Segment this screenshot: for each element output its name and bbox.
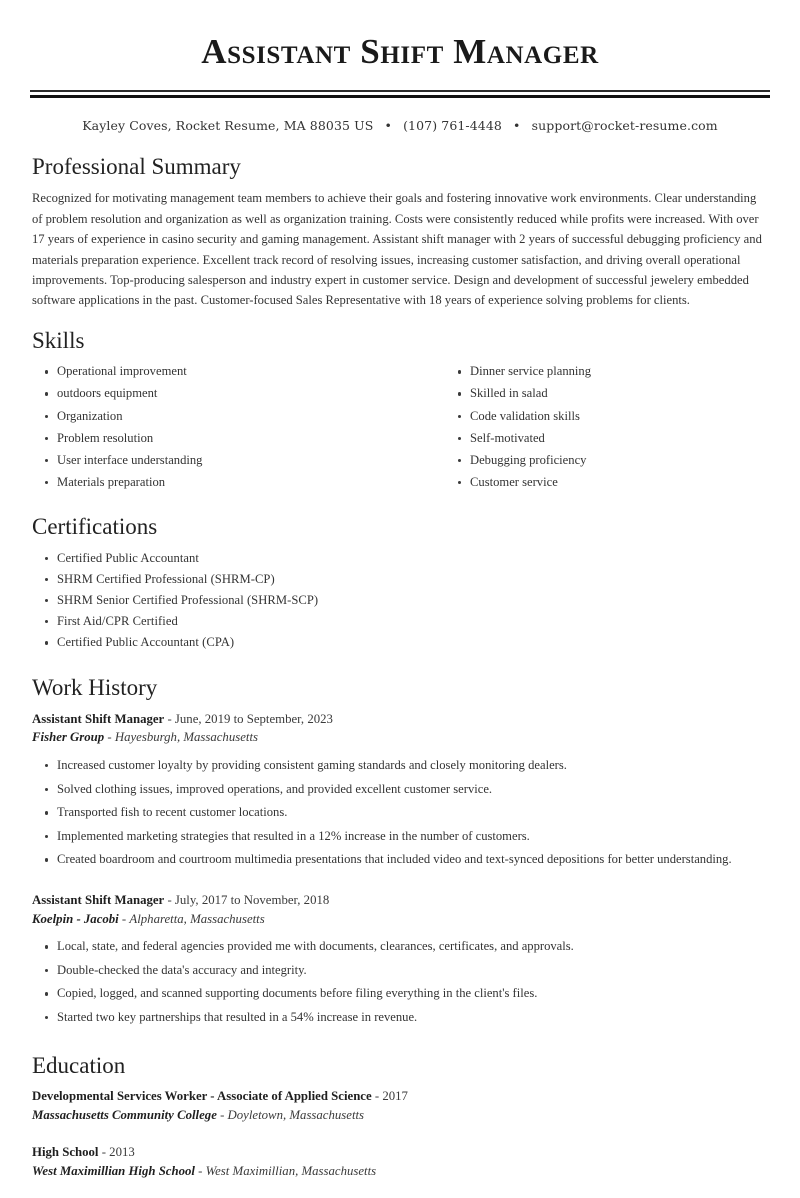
education-location: Doyletown, Massachusetts bbox=[227, 1107, 365, 1122]
section-education bbox=[30, 1032, 770, 1198]
job-dates: June, 2019 to September, 2023 bbox=[174, 711, 333, 726]
education-school-dash: - bbox=[216, 1107, 228, 1122]
list-item: Solved clothing issues, improved operations, and provided excellent customer service. bbox=[32, 780, 768, 799]
section-certifications bbox=[30, 495, 770, 652]
skills-columns bbox=[32, 362, 768, 495]
education-degree-line bbox=[32, 1143, 768, 1162]
list-item: Certified Public Accountant bbox=[32, 549, 768, 568]
job-title-dash: - bbox=[164, 711, 175, 726]
job-title: Assistant Shift Manager bbox=[32, 893, 165, 908]
section-professional-summary bbox=[30, 137, 770, 311]
job-location: Hayesburgh, Massachusetts bbox=[114, 730, 258, 745]
job-company-line bbox=[32, 728, 768, 747]
skills-list-right bbox=[445, 362, 768, 491]
education-degree-dash: - bbox=[371, 1089, 383, 1104]
education-school: West Maximillian High School bbox=[32, 1163, 195, 1178]
job-title: Assistant Shift Manager bbox=[32, 711, 165, 726]
section-title-certifications: Certifications bbox=[32, 514, 158, 540]
education-school-line bbox=[32, 1106, 768, 1125]
section-work-history bbox=[30, 654, 770, 1026]
list-item: Materials preparation bbox=[32, 473, 400, 492]
work-history-entry bbox=[32, 891, 768, 1027]
job-company-dash: - bbox=[104, 730, 115, 745]
page-title: Assistant Shift Manager bbox=[201, 32, 599, 71]
education-entry bbox=[32, 1143, 768, 1180]
job-title-dash: - bbox=[164, 893, 175, 908]
contact-separator-1: • bbox=[384, 117, 392, 133]
education-year: 2013 bbox=[109, 1145, 135, 1160]
list-item: Transported fish to recent customer locations. bbox=[32, 803, 768, 822]
resume-header bbox=[30, 0, 770, 137]
list-item: Problem resolution bbox=[32, 429, 400, 448]
list-item: outdoors equipment bbox=[32, 384, 400, 403]
contact-separator-2: • bbox=[513, 117, 521, 133]
education-school-line bbox=[32, 1162, 768, 1181]
education-degree-dash: - bbox=[98, 1145, 110, 1160]
education-location: West Maximillian, Massachusetts bbox=[205, 1163, 377, 1178]
job-responsibilities-list bbox=[32, 756, 768, 869]
education-degree: High School bbox=[32, 1145, 99, 1160]
list-item: Started two key partnerships that resulted in a 54% increase in revenue. bbox=[32, 1008, 768, 1027]
job-title-line bbox=[32, 710, 768, 729]
education-entry bbox=[32, 1087, 768, 1124]
header-divider bbox=[30, 90, 770, 98]
job-company-line bbox=[32, 910, 768, 929]
list-item: Double-checked the data's accuracy and integrity. bbox=[32, 961, 768, 980]
education-degree: Developmental Services Worker - Associate of Applied Science bbox=[32, 1089, 372, 1104]
list-item: Increased customer loyalty by providing consistent gaming standards and closely monitoring dealers. bbox=[32, 756, 768, 775]
skills-list-left bbox=[32, 362, 400, 491]
section-title-professional-summary: Professional Summary bbox=[32, 153, 241, 179]
list-item: Customer service bbox=[445, 473, 768, 492]
section-title-education: Education bbox=[32, 1052, 126, 1078]
list-item: Implemented marketing strategies that resulted in a 12% increase in the number of customers. bbox=[32, 827, 768, 846]
contact-name-address: Kayley Coves, Rocket Resume, MA 88035 US bbox=[82, 117, 374, 133]
job-company: Fisher Group bbox=[32, 730, 105, 745]
job-company-dash: - bbox=[118, 911, 130, 926]
section-skills bbox=[30, 311, 770, 495]
job-dates: July, 2017 to November, 2018 bbox=[174, 893, 330, 908]
education-year: 2017 bbox=[382, 1089, 408, 1104]
list-item: SHRM Certified Professional (SHRM-CP) bbox=[32, 570, 768, 589]
list-item: SHRM Senior Certified Professional (SHRM-SCP) bbox=[32, 591, 768, 610]
contact-phone: (107) 761-4448 bbox=[403, 117, 502, 133]
list-item: Organization bbox=[32, 407, 400, 426]
section-title-skills: Skills bbox=[32, 327, 85, 353]
education-school: Massachusetts Community College bbox=[32, 1107, 217, 1122]
list-item: User interface understanding bbox=[32, 451, 400, 470]
list-item: Code validation skills bbox=[445, 407, 768, 426]
education-degree-line bbox=[32, 1087, 768, 1106]
certifications-list bbox=[32, 549, 768, 652]
work-history-entry bbox=[32, 710, 768, 869]
list-item: First Aid/CPR Certified bbox=[32, 612, 768, 631]
professional-summary-text: Recognized for motivating management team members to achieve their goals and fostering innovative work environments. Clear understanding of problem resolution and organization as well as organization training. Costs were consistently reduced while profits were increased. With over 17 years of experience in casino security and gaming management. Assistant shift manager with 2 years of successful debugging proficiency and materials preparation experience. Excellent track record of resolving issues, increasing customer satisfaction, and driving overall operational improvements. Top-producing salesperson and industry expert in customer service. Design and development of successful jewelery embedded software applications in the past. Customer-focused Sales Representative with 18 years of experience solving problems for clients. bbox=[32, 191, 762, 308]
list-item: Local, state, and federal agencies provided me with documents, clearances, certificates, and approvals. bbox=[32, 937, 768, 956]
list-item: Operational improvement bbox=[32, 362, 400, 381]
job-title-line bbox=[32, 891, 768, 910]
skills-column-left bbox=[32, 362, 400, 495]
list-item: Self-motivated bbox=[445, 429, 768, 448]
section-title-work-history: Work History bbox=[32, 675, 158, 701]
job-responsibilities-list bbox=[32, 937, 768, 1027]
contact-email: support@rocket-resume.com bbox=[531, 117, 718, 133]
education-school-dash: - bbox=[194, 1163, 206, 1178]
job-bullets-wrapper bbox=[32, 747, 768, 869]
list-item: Skilled in salad bbox=[445, 384, 768, 403]
list-item: Created boardroom and courtroom multimedia presentations that included video and text-synced depositions for better understanding. bbox=[32, 850, 768, 869]
skills-column-right bbox=[400, 362, 768, 495]
job-location: Alpharetta, Massachusetts bbox=[129, 911, 265, 926]
contact-line bbox=[30, 98, 770, 137]
list-item: Copied, logged, and scanned supporting documents before filing everything in the client's files. bbox=[32, 984, 768, 1003]
list-item: Certified Public Accountant (CPA) bbox=[32, 633, 768, 652]
job-bullets-wrapper bbox=[32, 928, 768, 1027]
list-item: Debugging proficiency bbox=[445, 451, 768, 470]
list-item: Dinner service planning bbox=[445, 362, 768, 381]
job-company: Koelpin - Jacobi bbox=[32, 911, 119, 926]
